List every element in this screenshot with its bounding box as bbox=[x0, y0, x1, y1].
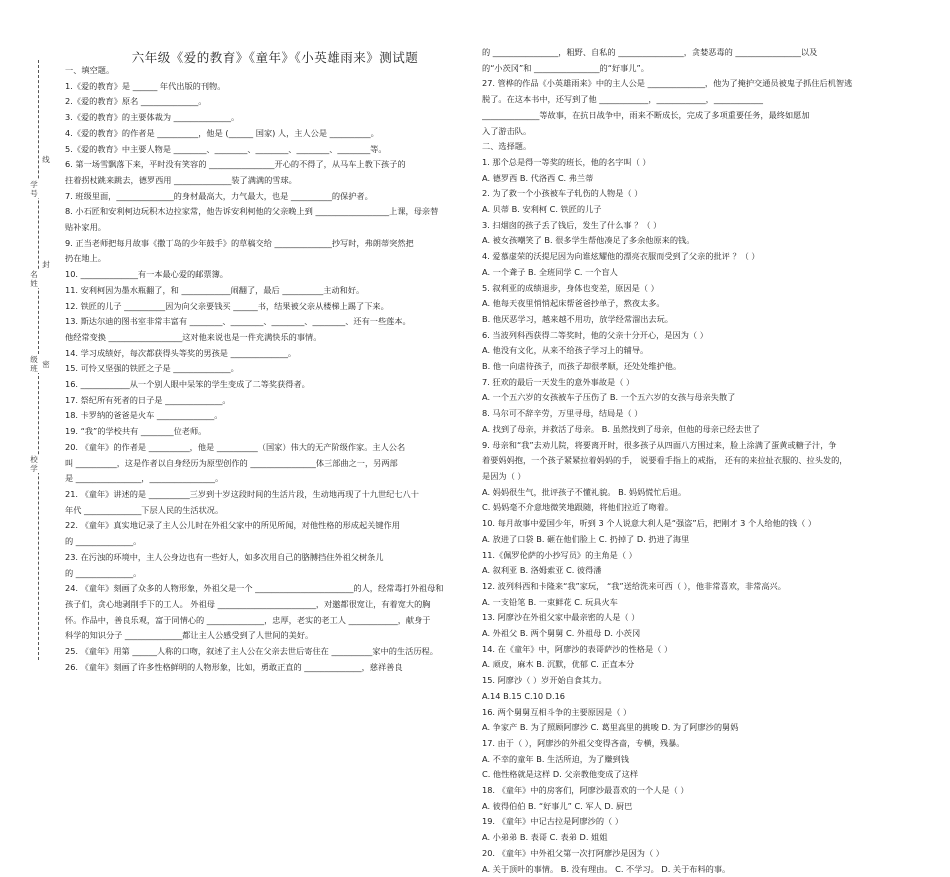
right-text-line: 3. 扫烟囱的孩子丢了钱后，发生了什么事 ？（ ） bbox=[482, 219, 662, 230]
left-text-line: 9. 正当老师把每月故事《撒丁岛的少年鼓手》的草稿交给 ______________抄写时，弗朗蒂突然把 bbox=[65, 237, 414, 248]
left-text-line: 3.《爱的教育》的主要体裁为 ______________。 bbox=[65, 112, 240, 123]
label-class: 级 班 bbox=[28, 355, 40, 373]
left-text-line: 年代 ______________下层人民的生活状况。 bbox=[65, 504, 224, 515]
right-text-line: 是因为（ ） bbox=[482, 470, 526, 481]
right-text-line: 1. 那个总是得一等奖的班长，他的名字叫（ ） bbox=[482, 156, 651, 167]
right-text-line: 着要妈妈抱，一个孩子紧紧拉着妈妈的手， 说要看手指上的戒指， 还有的来拉扯衣服的、拉头发的， bbox=[482, 455, 848, 466]
right-text-line: A. 他没有文化，从来不给孩子学习上的辅导。 bbox=[482, 345, 649, 356]
right-text-line: A. 放进了口袋 B. 砸在他们脸上 C. 扔掉了 D. 扔进了海里 bbox=[482, 533, 690, 544]
left-text-line: 科学的知识分子 ______________都让主人公感受到了人世间的美好。 bbox=[65, 630, 314, 641]
right-text-line: 的“小茨冈”和 ________________的“好事儿”。 bbox=[482, 62, 649, 73]
right-text-line: 17. 由于（ ），阿廖沙的外祖父变得吝啬，专横，残暴。 bbox=[482, 737, 685, 748]
left-text-line: 15. 可怜又坚强的铁匠之子是 ______________。 bbox=[65, 363, 239, 374]
right-text-line: A. 被女孩嘲笑了 B. 很多学生帮他凑足了多余他原来的钱。 bbox=[482, 235, 695, 246]
left-text-line: 的 ______________。 bbox=[65, 536, 142, 547]
right-text-line: 4. 爱慕虚荣的沃提尼因为向谁炫耀他的漂亮衣服而受到了父亲的批评 ？（ ） bbox=[482, 251, 760, 262]
left-text-line: 19. “我”的学校共有 ________位老师。 bbox=[65, 426, 207, 437]
left-text-line: 1.《爱的教育》是 ______ 年代出版的刊物。 bbox=[65, 80, 226, 91]
right-text-line: A. 一个五六岁的女孩被车子压伤了 B. 一个五六岁的女孩与母亲失散了 bbox=[482, 392, 736, 403]
right-text-line: 9. 母亲和“我”去劝儿院，将要离开时，很多孩子从四面八方围过来，脸上涂满了蛋黄或糖子汁，争 bbox=[482, 439, 837, 450]
right-text-line: A. 彼得伯伯 B. “好事儿” C. 军人 D. 厨巴 bbox=[482, 800, 633, 811]
right-text-line: B. 他厌恶学习，越来越不用功，放学经常溜出去玩。 bbox=[482, 313, 673, 324]
left-text-line: 6. 第一场雪飘落下来，平时没有笑容的 ________________开心的不得了，从马车上教下孩子的 bbox=[65, 159, 406, 170]
left-text-line: 21. 《童年》讲述的是 __________三岁到十岁这段时间的生活片段，生动地再现了十九世纪七八十 bbox=[65, 488, 419, 499]
right-text-line: 6. 当波列科西获得二等奖时，他的父亲十分开心，是因为（ ） bbox=[482, 329, 708, 340]
right-text-line: A. 顽皮，麻木 B. 沉默，优郁 C. 正直本分 bbox=[482, 659, 635, 670]
right-column bbox=[482, 45, 922, 877]
right-text-line: A. 找到了母亲，并救活了母亲。 B. 虽然找到了母亲，但他的母亲已经去世了 bbox=[482, 423, 760, 434]
left-text-line: 14. 学习成绩好，每次都获得头等奖的男孩是 ______________。 bbox=[65, 347, 297, 358]
right-text-line: ______________等故事，在抗日战争中，雨来不断成长，完成了多项重要任务，最终如愿加 bbox=[482, 109, 810, 120]
left-text-line: 叫 __________，这是作者以自身经历为原型创作的 ________________体三部曲之一，另两部 bbox=[65, 457, 398, 468]
label-seal: 封 bbox=[40, 260, 52, 269]
right-text-line: 的 ________________，粗野、自私的 ________________，贪婪恶毒的 ________________以及 bbox=[482, 47, 818, 57]
right-text-line: A. 一个聋子 B. 全班同学 C. 一个盲人 bbox=[482, 266, 618, 277]
label-secret: 密 bbox=[40, 360, 52, 369]
right-text-line: 19. 《童年》中记古拉是阿廖沙的（ ） bbox=[482, 816, 624, 827]
left-text-line: 16. ____________从一个别人眼中呆笨的学生变成了二等奖获得者。 bbox=[65, 379, 310, 390]
right-text-line: A. 小弟弟 B. 表哥 C. 表弟 D. 姐姐 bbox=[482, 832, 608, 843]
right-text-line: A. 妈妈很生气，批评孩子不懂礼貌。 B. 妈妈慌忙后退。 bbox=[482, 486, 687, 497]
left-text-line: 13. 斯达尔迪的图书室非常丰富有 ________、________、________、________、还有一些莲本。 bbox=[65, 316, 411, 327]
left-text-line: 4.《爱的教育》的作者是 __________，他是 (______ 国家) 人，主人公是 __________。 bbox=[65, 127, 379, 138]
right-text-line: C. 妈妈毫不介意地微笑地跟随，将他们拉近了吻着。 bbox=[482, 502, 674, 513]
left-text-line: 他经常变换 __________________这对他来说也是一件充满快乐的事情。 bbox=[65, 331, 322, 342]
right-text-line: 7. 狂欢的最后一天发生的意外事故是（ ） bbox=[482, 376, 635, 387]
left-text-line: 的 ______________。 bbox=[65, 567, 142, 578]
right-text-line: 入了游击队。 bbox=[482, 125, 532, 136]
left-text-line: 一、填空题。 bbox=[65, 65, 115, 75]
right-text-line: B. 他一向虐待孩子，而孩子却很孝顺，还处处维护他。 bbox=[482, 361, 682, 372]
right-text-line: 18. 《童年》中的房客们，阿廖沙最喜欢的一个人是（ ） bbox=[482, 785, 689, 796]
left-text-line: 2.《爱的教育》原名 ______________。 bbox=[65, 96, 207, 107]
right-text-line: 10. 每月故事中爱国少年，听到 3 个人说意大利人是“强盗”后，把刚才 3 个人给他的钱（ ） bbox=[482, 518, 817, 529]
left-text-line: 拄着拐杖跳来跳去，德罗西用 ______________装了满满的雪球。 bbox=[65, 174, 297, 185]
right-text-line: 15. 阿廖沙（ ）岁开始自食其力。 bbox=[482, 675, 607, 686]
right-text-line: 16. 两个舅舅互相斗争的主要原因是（ ） bbox=[482, 706, 632, 717]
right-text-line: A. 德罗西 B. 代洛西 C. 弗兰蒂 bbox=[482, 172, 594, 183]
right-text-line: 2. 为了救一个小孩被车子轧伤的人物是（ ） bbox=[482, 188, 643, 199]
left-text-line: 7. 班级里面，______________的身材最高大，力气最大，也是 __________的保护者。 bbox=[65, 190, 373, 201]
right-text-line: A. 争家产 B. 为了照顾阿廖沙 C. 葛里高里的挑唆 D. 为了阿廖沙的舅妈 bbox=[482, 722, 739, 733]
right-text-line: 20. 《童年》中外祖父第一次打阿廖沙是因为（ ） bbox=[482, 847, 664, 858]
left-text-line: 11. 安利柯因为墨水瓶翻了，和 ____________闹翻了，最后 __________主动和好。 bbox=[65, 284, 365, 295]
right-text-line: A. 一支铅笔 B. 一束鲜花 C. 玩具火车 bbox=[482, 596, 618, 607]
right-text-line: A.14 B.15 C.10 D.16 bbox=[482, 690, 565, 701]
right-text-line: 二、选择题。 bbox=[482, 141, 532, 152]
left-text-line: 5.《爱的教育》中主要人物是 ________、________、________、________、________等。 bbox=[65, 143, 387, 154]
left-text-line: 贴补家用。 bbox=[65, 222, 106, 233]
left-text-line: 25. 《童年》用第 ______人称的口吻，叙述了主人公在父亲去世后寄住在 __________家中的生活历程。 bbox=[65, 646, 438, 657]
left-text-line: 10. ______________有一本最心爱的邮票簿。 bbox=[65, 269, 228, 280]
left-text-line: 23. 在污浊的环境中，主人公身边也有一些好人，如多次用自己的胳膊挡住外祖父树条儿 bbox=[65, 551, 384, 562]
left-text-line: 17. 祭纪所有死者的日子是 ______________。 bbox=[65, 394, 231, 405]
right-text-line: A. 不幸的童年 B. 生活所迫，为了赚到钱 bbox=[482, 753, 629, 764]
left-text-line: 26. 《童年》刻画了许多性格鲜明的人物形象，比如，勇敢正直的 ______________，慈祥善良 bbox=[65, 661, 403, 672]
left-text-line: 20. 《童年》的作者是 __________，他是 __________（国家）伟大的无产阶级作家。主人公名 bbox=[65, 441, 406, 452]
label-student-number: 学 号 bbox=[28, 180, 40, 198]
right-text-line: 11.《佩罗伦萨的小抄写员》的主角是（ ） bbox=[482, 549, 637, 560]
left-text-line: 22. 《童年》真实地记录了主人公儿时在外祖父家中的所见所闻，对他性格的形成起关键作用 bbox=[65, 520, 400, 531]
right-text-line: A. 贝蒂 B. 安利柯 C. 铁匠的儿子 bbox=[482, 204, 602, 215]
left-text-line: 是 ________________，________________。 bbox=[65, 473, 224, 484]
right-text-line: 5. 叙利亚的成绩退步，身体也变差，原因是（ ） bbox=[482, 282, 659, 293]
right-text-line: A. 外祖父 B. 两个舅舅 C. 外祖母 D. 小茨冈 bbox=[482, 628, 641, 639]
left-text-line: 孩子们，贪心地剥削手下的工人。 外祖母 ________________________，对邀都很宽让，有着宽大的胸 bbox=[65, 598, 431, 609]
right-text-line: A. 关于顶叶的事情。 B. 没有理由。 C. 不学习。 D. 关于布料的事。 bbox=[482, 863, 731, 874]
right-text-line: 脱了。在这本书中，还写到了他 ____________，____________，____________ bbox=[482, 94, 763, 105]
right-text-line: C. 他性格就是这样 D. 父亲教他变成了这样 bbox=[482, 769, 639, 780]
left-text-line: 怀。作品中，善良乐观，富于同情心的 ______________，忠厚，老实的老工人 ____________，献身于 bbox=[65, 614, 431, 625]
label-line: 线 bbox=[40, 155, 52, 164]
binding-margin bbox=[28, 60, 50, 660]
left-column bbox=[65, 63, 465, 675]
label-name: 名 姓 bbox=[28, 270, 40, 288]
left-text-line: 18. 卡罗纳的爸爸是火车 ______________。 bbox=[65, 410, 223, 421]
left-text-line: 扔在地上。 bbox=[65, 253, 106, 264]
right-text-line: A. 叙利亚 B. 洛姆索亚 C. 彼得潘 bbox=[482, 565, 602, 576]
right-text-line: 13. 阿廖沙在外祖父家中最亲密的人是（ ） bbox=[482, 612, 640, 623]
left-text-line: 8. 小石匠和安利柯边玩积木边拉家常，他告诉安利柯他的父亲晚上到 __________________上课，母亲替 bbox=[65, 206, 439, 217]
right-text-line: 8. 马尔可不辞辛劳，万里寻母，结局是（ ） bbox=[482, 408, 643, 419]
right-text-line: 12. 波列科西和卡隆来“我”家玩， “我”送给洗来可西（ ），他非常喜欢，非常高兴。 bbox=[482, 580, 786, 591]
left-text-line: 24. 《童年》刻画了众多的人物形象，外祖父是一个 ________________________的人，经常毒打外祖母和 bbox=[65, 583, 444, 594]
label-school: 校 学 bbox=[28, 455, 40, 473]
left-text-line: 12. 铁匠的儿子 __________因为向父亲要钱买 ______书，结果被父亲从楼梯上踢了下来。 bbox=[65, 300, 389, 311]
right-text-line: 14. 在《童年》中，阿廖沙的表哥萨沙的性格是（ ） bbox=[482, 643, 673, 654]
right-text-line: A. 他每天夜里悄悄起床帮爸爸抄单子，熬夜太多。 bbox=[482, 298, 665, 309]
page-title: 六年级《爱的教育》《童年》《小英雄雨来》测试题 bbox=[131, 50, 419, 65]
right-text-line: 27. 管桦的作品《小英雄雨来》中的主人公是 ______________，他为了掩护交通员被鬼子抓住后机智逃 bbox=[482, 78, 853, 89]
